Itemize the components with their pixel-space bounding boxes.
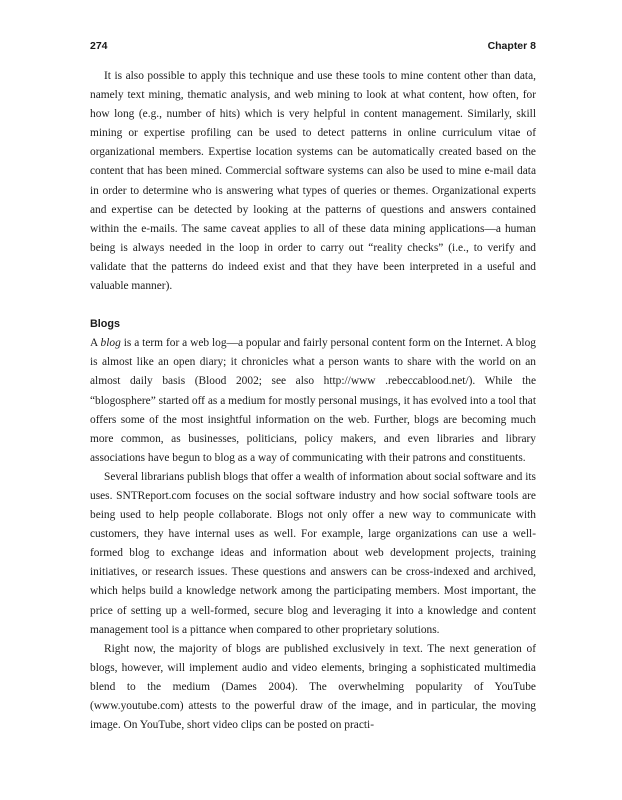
body-text bbox=[90, 67, 536, 735]
paragraph-blog-definition bbox=[90, 334, 536, 468]
blog-definition-rest: is a term for a web log—a popular and fairly personal content form on the Internet. A blog is almost like an open diary; it chronicles what a person wants to share with the world on an almost daily basis (Blood 2002; see also http://www .rebeccablood.net/). While the “blogosphere” started off as a medium for mostly personal musings, it has evolved into a tool that offers some of the most insightful information on the web. Further, blogs are becoming much more common, as businesses, politicians, policy makers, and even libraries and library associations have begun to blog as a way of communicating with their patrons and constituents. bbox=[90, 337, 536, 464]
section-heading-blogs: Blogs bbox=[90, 318, 120, 331]
blog-term: blog bbox=[100, 337, 121, 350]
paragraph-text-mining: It is also possible to apply this technique and use these tools to mine content other than data, namely text mining, thematic analysis, and web mining to look at what content, how often, for how long (e.g., number of hits) which is very helpful in content management. Similarly, skill mining or expertise profiling can be used to detect patterns in online curriculum vitae of organizational members. Expertise location systems can be automatically created based on the content that has been mined. Commercial software systems can also be used to mine e-mail data in order to determine who is answering what types of queries or themes. Organizational experts and expertise can be detected by looking at the patterns of questions and answers contained within the e-mails. The same caveat applies to all of these data mining applications—a human being is always needed in the loop in order to carry out “reality checks” (i.e., to verify and validate that the patterns do indeed exist and that they have been interpreted in a useful and valuable manner). bbox=[90, 70, 536, 293]
blog-lead: A bbox=[90, 337, 101, 350]
chapter-label: Chapter 8 bbox=[487, 40, 536, 52]
page-number: 274 bbox=[90, 40, 108, 52]
paragraph-librarian-blogs: Several librarians publish blogs that offer a wealth of information about social software and its uses. SNTReport.com focuses on the social software industry and how social software tools are being used to help people collaborate. Blogs not only offer a new way to communicate with customers, they have internal uses as well. For example, large organizations can use a well-formed blog to exchange ideas and information about web development projects, training initiatives, or research issues. These questions and answers can be cross-indexed and archived, which helps build a knowledge network among the participating members. Most important, the price of setting up a well-formed, secure blog and leveraging it into a knowledge and content management tool is a pittance when compared to other proprietary solutions. bbox=[90, 470, 536, 636]
running-header bbox=[90, 40, 536, 56]
paragraph-multimedia-blogs: Right now, the majority of blogs are published exclusively in text. The next generation of blogs, however, will implement audio and video elements, bringing a sophisticated multimedia blend to the medium (Dames 2004). The overwhelming popularity of YouTube (www.youtube.com) attests to the powerful draw of the image, and in particular, the moving image. On YouTube, short video clips can be posted on practi- bbox=[90, 642, 536, 732]
